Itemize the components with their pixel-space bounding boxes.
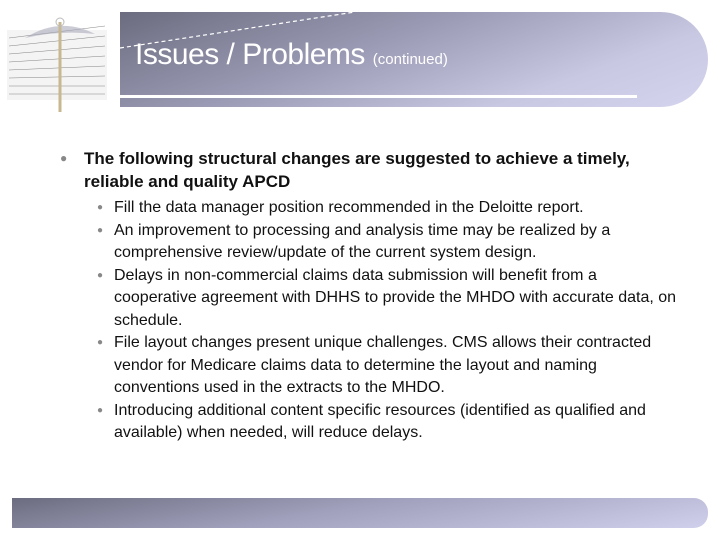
- list-item-text: An improvement to processing and analysis time may be realized by a comprehensive review/update of the current system design.: [114, 221, 611, 261]
- list-item-text: Delays in non-commercial claims data submission will benefit from a cooperative agreement with DHHS to provide the MHDO with accurate data, on schedule.: [114, 266, 677, 329]
- bullet-icon: ●: [97, 269, 104, 281]
- list-item: [97, 197, 680, 220]
- footer-bar: [12, 498, 708, 528]
- title-subtext: (continued): [372, 51, 448, 68]
- caduceus-logo-icon: [5, 16, 115, 112]
- list-item: [97, 265, 680, 333]
- list-item: [97, 400, 680, 445]
- list-item: [97, 220, 680, 265]
- bullet-icon: ●: [97, 224, 104, 236]
- bullet-icon: ●: [97, 202, 104, 213]
- bullet-icon: ●: [97, 404, 104, 416]
- title-text: Issues / Problems: [135, 38, 365, 71]
- bullet-icon: ●: [97, 337, 104, 348]
- list-item-text: Introducing additional content specific resources (identified as qualified and available) when needed, will reduce delays.: [114, 401, 646, 441]
- list-item-text: File layout changes present unique challenges. CMS allows their contracted vendor for Medicare claims data to determine the layout and naming conventions used in the extracts to the MHDO.: [114, 334, 652, 396]
- bullet-icon: ●: [60, 151, 68, 165]
- main-bullet: [60, 147, 680, 193]
- list-item: [97, 332, 680, 400]
- list-item-text: Fill the data manager position recommended in the Deloitte report.: [114, 199, 584, 216]
- slide-title: [135, 38, 448, 72]
- sub-bullet-list: [97, 197, 680, 445]
- main-bullet-text: The following structural changes are suggested to achieve a timely, reliable and quality APCD: [84, 149, 630, 191]
- slide-body: [60, 147, 680, 445]
